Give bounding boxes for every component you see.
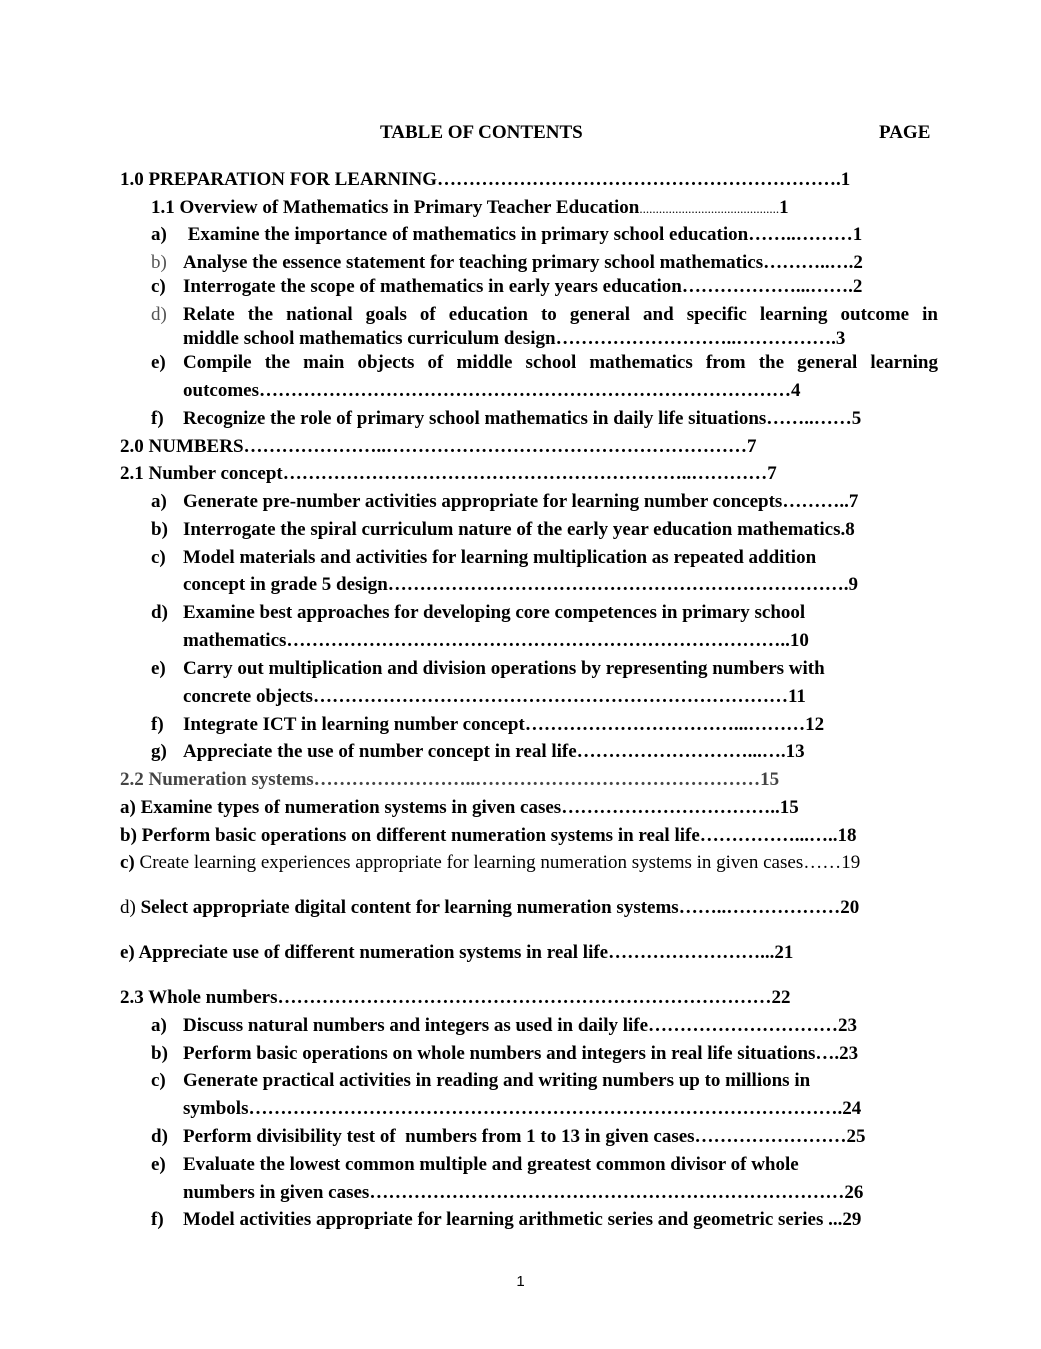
- footer-page-number: 1: [516, 1273, 525, 1290]
- toc-entry-2-1[interactable]: 2.1 Number concept………………………………………………………..…………7: [120, 463, 777, 484]
- toc-marker: b): [151, 519, 168, 540]
- toc-marker: a): [151, 1015, 167, 1036]
- toc-marker: d): [120, 897, 136, 918]
- toc-entry-2-3-c-line1[interactable]: Generate practical activities in reading and writing numbers up to millions in: [183, 1070, 811, 1091]
- toc-entry-2-1-g[interactable]: Appreciate the use of number concept in real life………………………...….13: [183, 741, 805, 762]
- toc-entry-1-1-d-line2[interactable]: middle school mathematics curriculum design………………………..…………….3: [183, 328, 846, 349]
- toc-marker: c): [151, 1070, 166, 1091]
- toc-marker: f): [151, 408, 164, 429]
- toc-marker: c): [151, 547, 166, 568]
- toc-entry-2-1-c-line1[interactable]: Model materials and activities for learning multiplication as repeated addition: [183, 547, 817, 568]
- toc-marker: a): [151, 224, 167, 245]
- toc-entry-1-1[interactable]: [151, 196, 789, 221]
- toc-entry-1-1-b[interactable]: Analyse the essence statement for teaching primary school mathematics………..….2: [183, 252, 863, 273]
- toc-marker: e): [151, 658, 166, 679]
- toc-entry-2-1-c-line2[interactable]: concept in grade 5 design……………………………………………………………….9: [183, 574, 859, 595]
- toc-entry-1-1-c[interactable]: Interrogate the scope of mathematics in early years education………………...…….2: [183, 276, 863, 297]
- toc-entry-1-1-dots: ...........................................: [639, 201, 780, 216]
- toc-entry-2-3-f[interactable]: Model activities appropriate for learning arithmetic series and geometric series ...29: [183, 1209, 862, 1230]
- page-column-label: PAGE: [879, 122, 931, 143]
- toc-entry-2-3-d[interactable]: Perform divisibility test of numbers from 1 to 13 in given cases……………………25: [183, 1126, 866, 1147]
- toc-entry-1-1-text: 1.1 Overview of Mathematics in Primary Teacher Education: [151, 197, 640, 218]
- toc-entry-2-2-c[interactable]: [120, 851, 860, 875]
- toc-entry-2-1-a[interactable]: Generate pre-number activities appropriate for learning number concepts………..7: [183, 491, 859, 512]
- toc-entry-2-2[interactable]: 2.2 Numeration systems……………………..………………………………………15: [120, 769, 780, 790]
- toc-marker: b): [151, 252, 167, 273]
- toc-entry-2-3-b[interactable]: Perform basic operations on whole numbers and integers in real life situations….23: [183, 1043, 859, 1064]
- toc-entry-1-1-e-line2[interactable]: outcomes…………………………………………………………………………4: [183, 380, 801, 401]
- toc-entry-2-2-c-text: Create learning experiences appropriate for learning numeration systems in given cases……19: [134, 852, 861, 873]
- toc-marker: f): [151, 1209, 164, 1230]
- toc-marker: b): [151, 1043, 168, 1064]
- toc-entry-2-3-e-line2[interactable]: numbers in given cases…………………………………………………………………26: [183, 1182, 864, 1203]
- toc-entry-2-1-b[interactable]: Interrogate the spiral curriculum nature of the early year education mathematics.8: [183, 519, 855, 540]
- toc-marker: d): [151, 304, 167, 325]
- toc-entry-2-3[interactable]: 2.3 Whole numbers……………………………………………………………………22: [120, 987, 791, 1008]
- toc-entry-1-0[interactable]: 1.0 PREPARATION FOR LEARNING……………………………………………………….1: [120, 169, 851, 190]
- toc-entry-2-2-d[interactable]: [120, 896, 859, 920]
- toc-entry-1-1-page: 1: [779, 197, 789, 218]
- toc-entry-2-1-d-line1[interactable]: Examine best approaches for developing core competences in primary school: [183, 602, 806, 623]
- toc-entry-1-1-f[interactable]: Recognize the role of primary school mathematics in daily life situations……..……5: [183, 408, 862, 429]
- toc-entry-2-3-a[interactable]: Discuss natural numbers and integers as used in daily life…………………………23: [183, 1015, 858, 1036]
- toc-entry-2-3-c-line2[interactable]: symbols………………………………………………………………………………….24: [183, 1098, 862, 1119]
- toc-title: TABLE OF CONTENTS: [380, 122, 583, 143]
- toc-entry-2-2-b[interactable]: b) Perform basic operations on different numeration systems in real life……………...…..18: [120, 825, 857, 846]
- toc-entry-2-1-f[interactable]: Integrate ICT in learning number concept……………………………...………12: [183, 714, 825, 735]
- toc-entry-1-1-a[interactable]: Examine the importance of mathematics in primary school education……..………1: [183, 224, 863, 245]
- toc-marker: g): [151, 741, 167, 762]
- toc-entry-2-2-e[interactable]: e) Appreciate use of different numeration systems in real life……………………...21: [120, 942, 794, 963]
- toc-marker: f): [151, 714, 164, 735]
- toc-marker: a): [151, 491, 167, 512]
- toc-entry-2-1-d-line2[interactable]: mathematics……………………………………………………………………..10: [183, 630, 809, 651]
- toc-entry-2-3-e-line1[interactable]: Evaluate the lowest common multiple and greatest common divisor of whole: [183, 1154, 799, 1175]
- toc-marker: d): [151, 1126, 168, 1147]
- toc-marker: e): [151, 1154, 166, 1175]
- toc-entry-1-1-d-line1[interactable]: Relate the national goals of education to general and specific learning outcome in: [183, 304, 938, 325]
- toc-marker: e): [151, 352, 166, 373]
- toc-marker: c): [120, 852, 135, 873]
- toc-marker: d): [151, 602, 168, 623]
- toc-entry-2-0[interactable]: 2.0 NUMBERS…………………..…………………………………………………7: [120, 436, 757, 457]
- toc-entry-2-1-e-line2[interactable]: concrete objects…………………………………………………………………11: [183, 686, 806, 707]
- toc-entry-1-1-e-line1[interactable]: Compile the main objects of middle school mathematics from the general learning: [183, 352, 938, 373]
- toc-entry-2-2-d-text: Select appropriate digital content for learning numeration systems……..………………20: [135, 897, 860, 918]
- toc-marker: c): [151, 276, 166, 297]
- toc-entry-2-2-a[interactable]: a) Examine types of numeration systems in given cases……………………………..15: [120, 797, 799, 818]
- toc-entry-2-1-e-line1[interactable]: Carry out multiplication and division operations by representing numbers with: [183, 658, 825, 679]
